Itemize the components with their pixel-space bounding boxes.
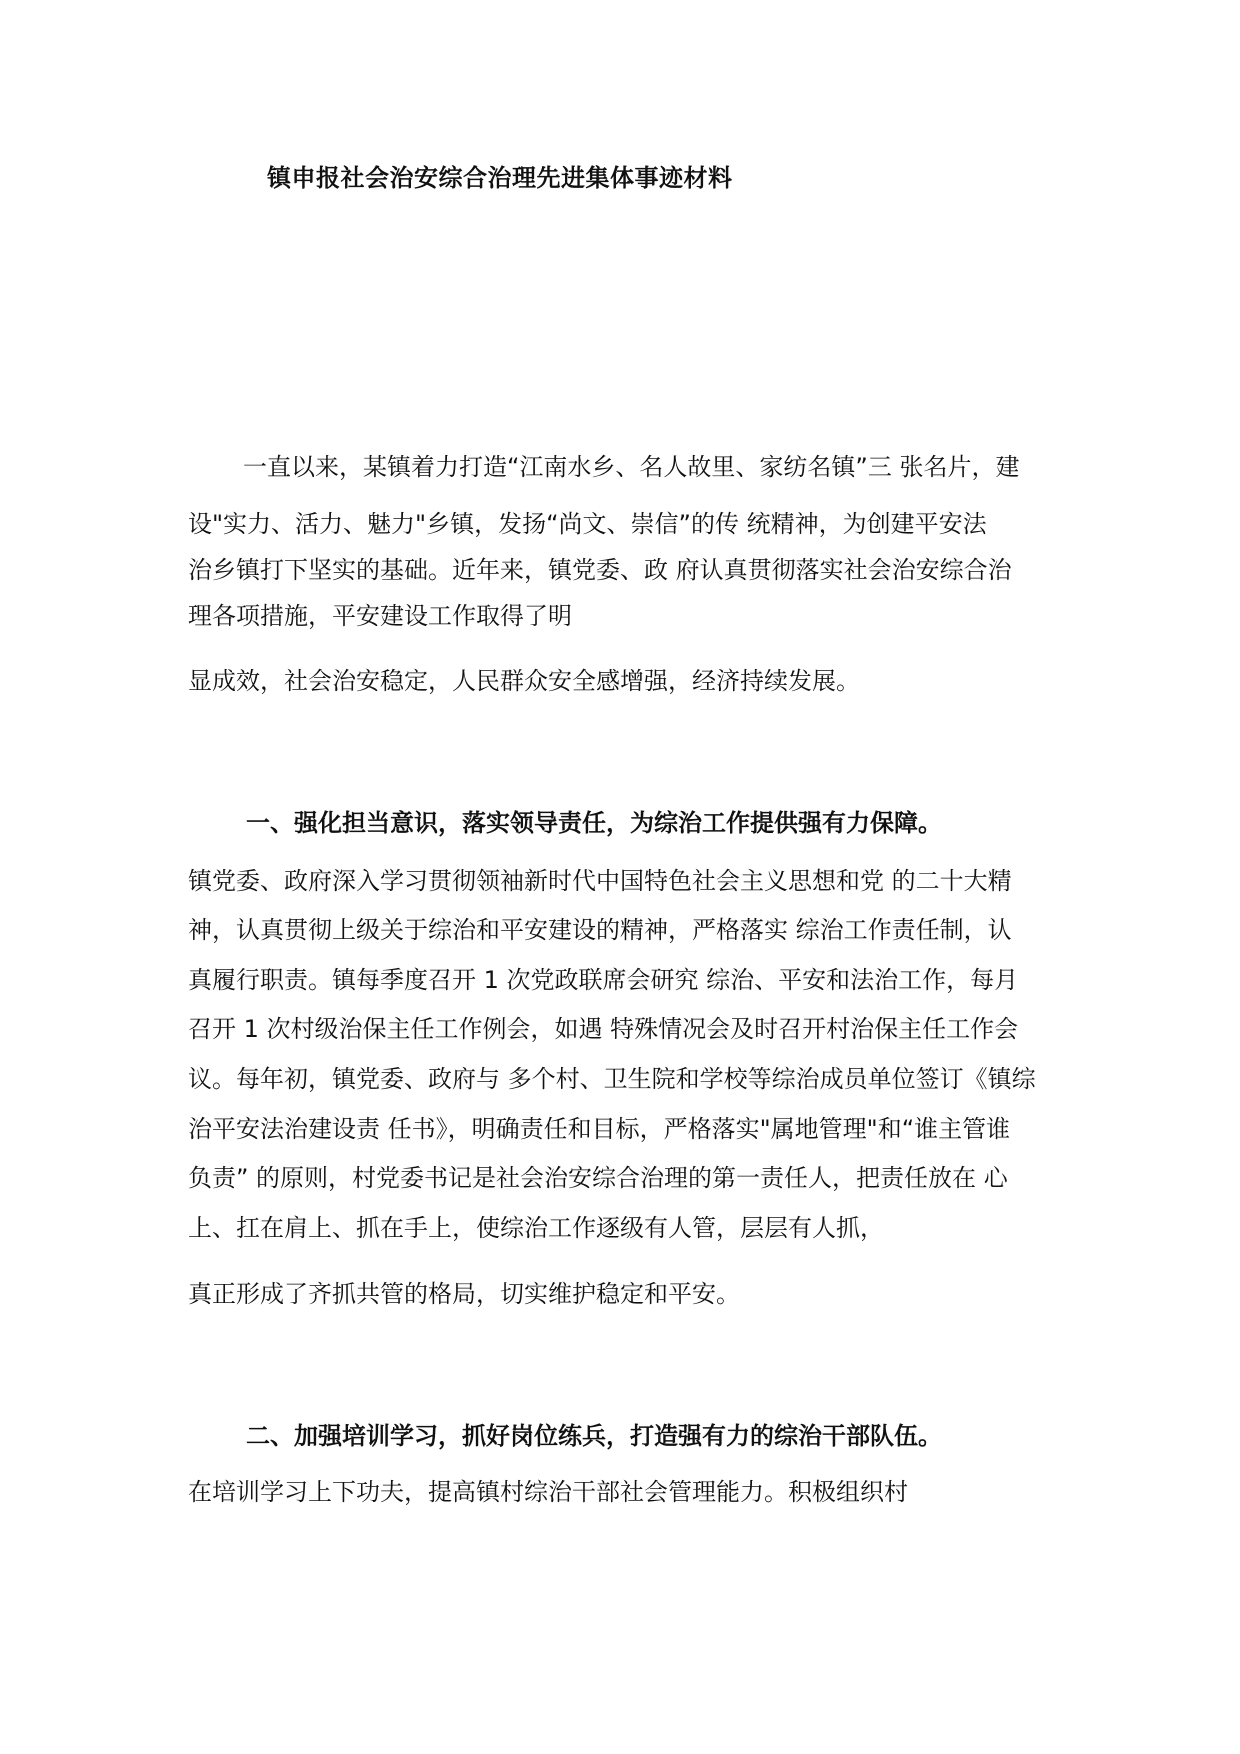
intro-line: 理各项措施，平安建设工作取得了明 (188, 602, 572, 630)
intro-line: 显成效，社会治安稳定，人民群众安全感增强，经济持续发展。 (188, 667, 860, 695)
section-heading: 二、加强培训学习，抓好岗位练兵，打造强有力的综治干部队伍。 (246, 1422, 942, 1450)
body-line: 真履行职责。镇每季度召开 1 次党政联席会研究 综治、平安和法治工作，每月 (188, 966, 1019, 994)
intro-line: 设"实力、活力、魅力"乡镇，发扬“尚文、崇信”的传 统精神，为创建平安法 (188, 510, 987, 538)
body-line: 议。每年初，镇党委、政府与 多个村、卫生院和学校等综治成员单位签订《镇综 (188, 1065, 1036, 1093)
body-line: 神，认真贯彻上级关于综治和平安建设的精神，严格落实 综治工作责任制，认 (188, 916, 1012, 944)
body-line: 召开 1 次村级治保主任工作例会，如遇 特殊情况会及时召开村治保主任工作会 (188, 1015, 1019, 1043)
body-line: 在培训学习上下功夫，提高镇村综治干部社会管理能力。积极组织村 (188, 1478, 908, 1506)
body-line: 上、扛在肩上、抓在手上，使综治工作逐级有人管，层层有人抓， (188, 1214, 884, 1242)
intro-line: 一直以来，某镇着力打造“江南水乡、名人故里、家纺名镇”三 张名片，建 (243, 453, 1020, 481)
body-line: 负责” 的原则，村党委书记是社会治安综合治理的第一责任人，把责任放在 心 (188, 1164, 1008, 1192)
intro-line: 治乡镇打下坚实的基础。近年来，镇党委、政 府认真贯彻落实社会治安综合治 (188, 556, 1012, 584)
body-line: 镇党委、政府深入学习贯彻领袖新时代中国特色社会主义思想和党 的二十大精 (188, 867, 1012, 895)
section-heading: 一、强化担当意识，落实领导责任，为综治工作提供强有力保障。 (246, 809, 942, 837)
body-line: 治平安法治建设责 任书》，明确责任和目标，严格落实"属地管理"和“谁主管谁 (188, 1115, 1011, 1143)
document-title: 镇申报社会治安综合治理先进集体事迹材料 (267, 164, 733, 192)
body-line: 真正形成了齐抓共管的格局，切实维护稳定和平安。 (188, 1280, 740, 1308)
